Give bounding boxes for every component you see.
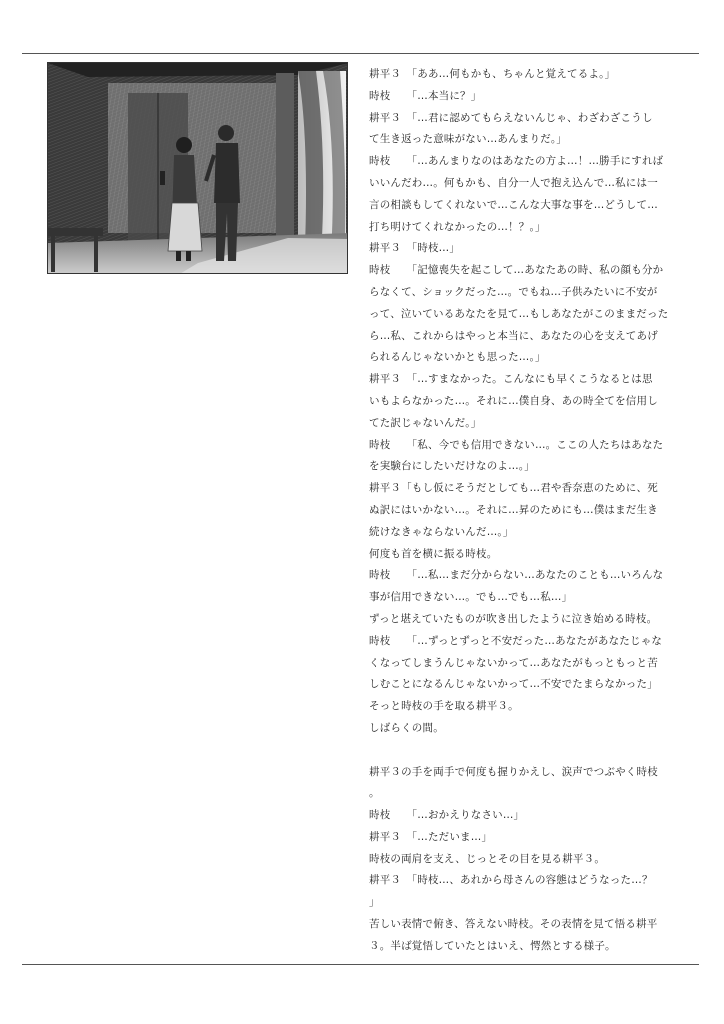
script-line: らなくて、ショックだった…。でもね…子供みたいに不安が [369,285,658,298]
script-line: 耕平３「もし仮にそうだとしても…君や香奈恵のために、死 [369,482,658,495]
script-line: しばらくの間。 [369,721,444,734]
script-line: 続けなきゃならないんだ…。」 [369,525,514,538]
script-line: 」 [369,896,380,909]
script-line: 苦しい表情で俯き、答えない時枝。その表情を見て悟る耕平 [369,918,658,931]
script-line: 打ち明けてくれなかったの…！？。」 [369,220,546,233]
script-line: 耕平３ 「…君に認めてもらえないんじゃ、わざわざこうし [369,111,653,124]
script-line: ３。半ば覚悟していたとはいえ、愕然とする様子。 [369,939,616,952]
script-line: ら…私、これからはやっと本当に、あなたの心を支えてあげ [369,329,658,342]
script-line: 時枝 「記憶喪失を起こして…あなたあの時、私の顔も分か [369,264,664,277]
script-line: 言の相談もしてくれないで…こんな大事な事を…どうして… [369,198,658,211]
script-line: 何度も首を横に振る時枝。 [369,547,498,560]
script-line [369,740,703,762]
script-line: いいんだわ…。何もかも、自分一人で抱え込んで…私には一 [369,176,658,189]
script-line: いもよらなかった…。それに…僕自身、あの時全てを信用し [369,394,658,407]
script-line: 時枝 「…ずっとずっと不安だった…あなたがあなたじゃな [369,634,663,647]
script-line: そっと時枝の手を取る耕平３。 [369,700,519,713]
bottom-rule [22,964,699,965]
script-line: 時枝 「…あんまりなのはあなたの方よ…！…勝手にすれば [369,155,664,168]
script-line: 耕平３ 「…ただいま…」 [369,830,493,843]
script-line: 耕平３ 「時枝…、あれから母さんの容態はどうなった…？ [369,874,653,887]
script-line: しむことになるんじゃないかって…不安でたまらなかった」 [369,678,658,691]
script-line: って、泣いているあなたを見て…もしあなたがこのままだった [369,307,669,320]
script-line: 時枝 「私、今でも信用できない…。ここの人たちはあなた [369,438,664,451]
script-line: 事が信用できない…。でも…でも…私…」 [369,591,573,604]
script-line: 耕平３ 「ああ…何もかも、ちゃんと覚えてるよ。」 [369,68,616,80]
script-line: てた訳じゃないんだ。」 [369,416,482,429]
sketch-image-icon [48,63,348,274]
script-line: 時枝 「…私…まだ分からない…あなたのことも…いろんな [369,569,664,582]
script-line: ずっと堪えていたものが吹き出したように泣き始める時枝。 [369,612,658,625]
script-line: 耕平３ 「…すまなかった。こんなにも早くこうなるとは思 [369,373,653,386]
script-line: くなってしまうんじゃないかって…あなたがもっともっと苦 [369,656,658,669]
script-text [369,64,703,958]
script-line: 時枝 「…おかえりなさい…」 [369,809,525,822]
script-line: 耕平３ 「時枝…」 [369,242,461,255]
script-line: て生き返った意味がない…あんまりだ。」 [369,133,568,146]
script-line: 時枝 「…本当に？」 [369,89,482,102]
top-rule [22,53,699,54]
scene-illustration [47,62,348,274]
script-line: を実験台にしたいだけなのよ…。」 [369,460,535,473]
script-line: 耕平３の手を両手で何度も握りかえし、涙声でつぶやく時枝 [369,765,658,778]
script-line: 。 [369,787,380,800]
script-line: ぬ訳にはいかない…。それに…昇のためにも…僕はまだ生き [369,503,658,516]
script-line: られるんじゃないかとも思った…。」 [369,351,546,364]
script-line: 時枝の両肩を支え、じっとその目を見る耕平３。 [369,852,606,865]
